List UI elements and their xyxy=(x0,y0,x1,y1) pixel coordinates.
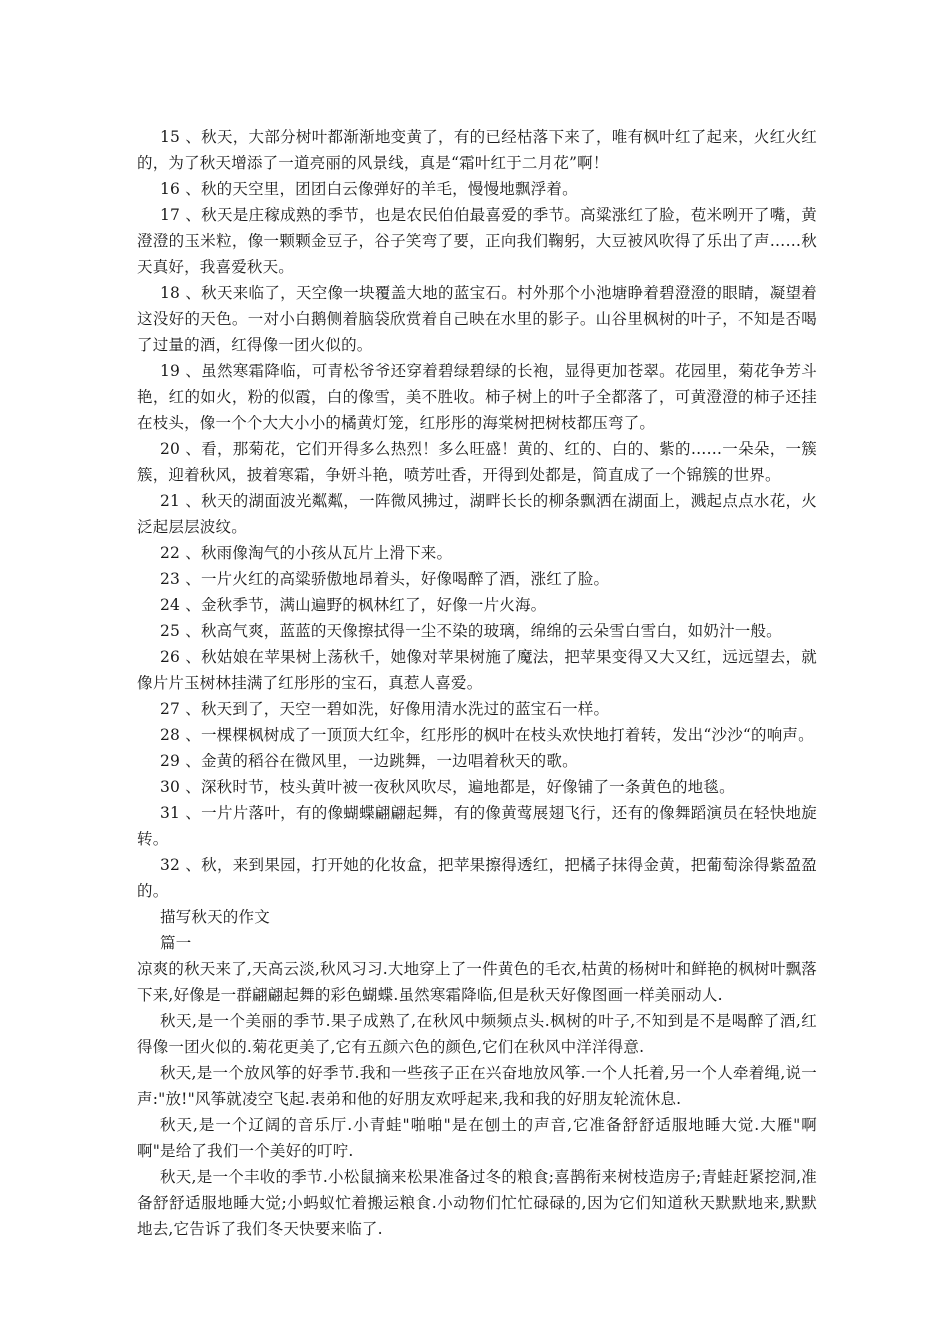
item-text: 、一棵棵枫树成了一顶顶大红伞，红彤彤的枫叶在枝头欢快地打着转，发出“沙沙“的响声。 xyxy=(185,726,814,744)
list-item xyxy=(137,488,817,540)
item-text: 、一片片落叶，有的像蝴蝶翩翩起舞，有的像黄莺展翅飞行，还有的像舞蹈演员在轻快地旋转。 xyxy=(137,804,817,848)
essay-section-label: 篇一 xyxy=(160,934,192,952)
item-text: 、秋的天空里，团团白云像弹好的羊毛，慢慢地飘浮着。 xyxy=(185,180,578,198)
item-text: 、秋高气爽，蓝蓝的天像擦拭得一尘不染的玻璃，绵绵的云朵雪白雪白，如奶汁一般。 xyxy=(185,622,782,640)
item-text: 、秋天是庄稼成熟的季节，也是农民伯伯最喜爱的季节。高粱涨红了脸，苞米咧开了嘴，黄澄澄的玉米粒，像一颗颗金豆子，谷子笑弯了要，正向我们鞠躬，大豆被风吹得了乐出了声……秋天真好，我喜爱秋天。 xyxy=(137,206,817,276)
list-item xyxy=(137,722,817,748)
item-number: 18 xyxy=(160,284,181,302)
item-number: 22 xyxy=(160,544,181,562)
item-text: 、秋，来到果园，打开她的化妆盒，把苹果擦得透红，把橘子抹得金黄，把葡萄涂得紫盈盈的。 xyxy=(137,856,817,900)
list-item xyxy=(137,540,817,566)
list-item xyxy=(137,176,817,202)
list-item xyxy=(137,124,817,176)
list-item xyxy=(137,566,817,592)
item-number: 27 xyxy=(160,700,181,718)
essay-title: 描写秋天的作文 xyxy=(160,908,270,926)
item-number: 17 xyxy=(160,206,181,224)
list-item xyxy=(137,618,817,644)
list-item xyxy=(137,800,817,852)
list-item xyxy=(137,358,817,436)
item-number: 19 xyxy=(160,362,181,380)
list-item xyxy=(137,280,817,358)
list-item xyxy=(137,774,817,800)
item-number: 26 xyxy=(160,648,181,666)
essay-paragraph: 凉爽的秋天来了,天高云淡,秋风习习.大地穿上了一件黄色的毛衣,枯黄的杨树叶和鲜艳的枫树叶飘落下来,好像是一群翩翩起舞的彩色蝴蝶.虽然寒霜降临,但是秋天好像图画一样美丽动人. xyxy=(137,960,817,1004)
list-item xyxy=(137,436,817,488)
item-number: 29 xyxy=(160,752,181,770)
item-text: 、秋天的湖面波光粼粼，一阵微风拂过，湖畔长长的柳条飘洒在湖面上，溅起点点水花，火泛起层层波纹。 xyxy=(137,492,817,536)
item-number: 21 xyxy=(160,492,181,510)
item-text: 、秋天来临了，天空像一块覆盖大地的蓝宝石。村外那个小池塘睁着碧澄澄的眼睛，凝望着这没好的天色。一对小白鹅侧着脑袋欣赏着自己映在水里的影子。山谷里枫树的叶子，不知是否喝了过量的酒，红得像一团火似的。 xyxy=(137,284,817,354)
item-number: 25 xyxy=(160,622,181,640)
essay-paragraph: 秋天,是一个放风筝的好季节.我和一些孩子正在兴奋地放风筝.一个人托着,另一个人牵着绳,说一声:"放!"风筝就凌空飞起.表弟和他的好朋友欢呼起来,我和我的好朋友轮流休息. xyxy=(137,1064,817,1108)
item-number: 20 xyxy=(160,440,181,458)
list-item xyxy=(137,202,817,280)
list-item xyxy=(137,592,817,618)
item-number: 23 xyxy=(160,570,181,588)
item-number: 24 xyxy=(160,596,181,614)
item-number: 15 xyxy=(160,128,181,146)
essay-paragraph: 秋天,是一个辽阔的音乐厅.小青蛙"啪啪"是在刨土的声音,它准备舒舒适服地睡大觉.大雁"啊啊"是给了我们一个美好的叮咛. xyxy=(137,1116,817,1160)
item-text: 、深秋时节，枝头黄叶被一夜秋风吹尽，遍地都是，好像铺了一条黄色的地毯。 xyxy=(185,778,735,796)
list-item xyxy=(137,696,817,722)
item-number: 31 xyxy=(160,804,181,822)
item-text: 、秋天到了，天空一碧如洗，好像用清水洗过的蓝宝石一样。 xyxy=(185,700,610,718)
list-item xyxy=(137,748,817,774)
document-body xyxy=(137,124,817,1242)
item-text: 、看，那菊花，它们开得多么热烈！多么旺盛！黄的、红的、白的、紫的……一朵朵，一簇簇，迎着秋风，披着寒霜，争妍斗艳，喷芳吐香，开得到处都是，简直成了一个锦簇的世界。 xyxy=(137,440,817,484)
item-text: 、秋天，大部分树叶都渐渐地变黄了，有的已经枯落下来了，唯有枫叶红了起来，火红火红的，为了秋天增添了一道亮丽的风景线，真是“霜叶红于二月花”啊！ xyxy=(137,128,817,172)
essay-paragraph: 秋天,是一个美丽的季节.果子成熟了,在秋风中频频点头.枫树的叶子,不知到是不是喝醉了酒,红得像一团火似的.菊花更美了,它有五颜六色的颜色,它们在秋风中洋洋得意. xyxy=(137,1012,817,1056)
item-number: 16 xyxy=(160,180,181,198)
item-number: 30 xyxy=(160,778,181,796)
item-text: 、秋姑娘在苹果树上荡秋千，她像对苹果树施了魔法，把苹果变得又大又红，远远望去，就像片片玉树林挂满了红彤彤的宝石，真惹人喜爱。 xyxy=(137,648,817,692)
item-text: 、一片火红的高粱骄傲地昂着头，好像喝醉了酒，涨红了脸。 xyxy=(185,570,610,588)
item-text: 、金秋季节，满山遍野的枫林红了，好像一片火海。 xyxy=(185,596,547,614)
item-text: 、虽然寒霜降临，可青松爷爷还穿着碧绿碧绿的长袍，显得更加苍翠。花园里，菊花争芳斗艳，红的如火，粉的似霞，白的像雪，美不胜收。柿子树上的叶子全都落了，可黄澄澄的柿子还挂在枝头，像一个个大大小小的橘黄灯笼，红彤彤的海棠树把树枝都压弯了。 xyxy=(137,362,817,432)
item-number: 28 xyxy=(160,726,181,744)
item-text: 、秋雨像淘气的小孩从瓦片上滑下来。 xyxy=(185,544,453,562)
list-item xyxy=(137,852,817,904)
essay-paragraph: 秋天,是一个丰收的季节.小松鼠摘来松果准备过冬的粮食;喜鹊衔来树枝造房子;青蛙赶紧挖洞,准备舒舒适服地睡大觉;小蚂蚁忙着搬运粮食.小动物们忙忙碌碌的,因为它们知道秋天默默地来,默默地去,它告诉了我们冬天快要来临了. xyxy=(137,1168,817,1238)
list-item xyxy=(137,644,817,696)
item-number: 32 xyxy=(160,856,181,874)
item-text: 、金黄的稻谷在微风里，一边跳舞，一边唱着秋天的歌。 xyxy=(185,752,578,770)
